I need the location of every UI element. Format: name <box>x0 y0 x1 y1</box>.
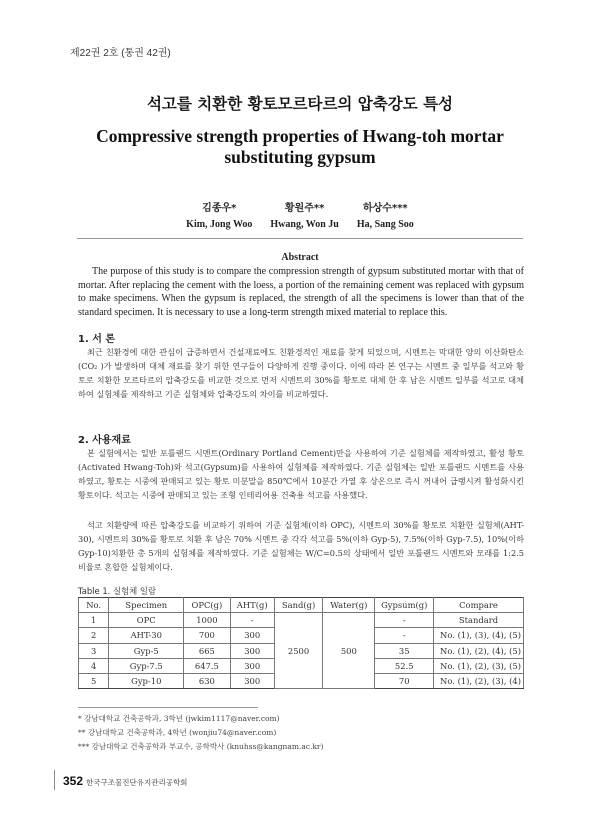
author-name-english: Hwang, Won Ju <box>270 219 339 230</box>
footnote: ** 강남대학교 건축공학과, 4학년 (wonjiu74@naver.com) <box>78 728 277 737</box>
cell-compare: No. (1), (2), (4), (5) <box>434 643 524 658</box>
header-divider <box>77 238 523 239</box>
cell-opc: 700 <box>184 628 230 643</box>
cell-opc: 1000 <box>184 613 230 628</box>
cell-opc: 647.5 <box>184 658 230 673</box>
column-header: Sand(g) <box>274 598 322 613</box>
author <box>186 199 252 230</box>
author-name-korean: 황원주** <box>284 203 325 214</box>
cell-sand: 2500 <box>274 613 322 689</box>
cell-no: 4 <box>79 658 109 673</box>
page-number-bar <box>54 770 55 790</box>
cell-aht: 300 <box>230 643 274 658</box>
author-name-korean: 김종우* <box>202 203 237 214</box>
table-header-row <box>79 598 524 613</box>
section-heading-materials: 2. 사용재료 <box>78 435 131 446</box>
cell-compare: No. (1), (3), (4), (5) <box>434 628 524 643</box>
materials-paragraph: 본 실험에서는 일반 포틀랜드 시멘트(Ordinary Portland Cement)만을 사용하여 기준 실험체를 제작하였고, 활성 황토(Activated Hwang-Toh)와 석고(Gypsum)를 사용하여 실험체를 제작하였다. 기준 실험체는 일반 포틀랜드 시멘트를 사용하였고, 황토는 시중에 판매되고 있는 황토 미분말을 850℃에서 10분간 가열 후 상온으로 즉시 꺼내어 급랭시켜 활성화시킨 황토이다. 석고는 시중에 판매되고 있는 조형 인테리어용 건축용 석고를 사용했다. <box>78 448 524 500</box>
column-header: Specimen <box>109 598 184 613</box>
column-header: OPC(g) <box>184 598 230 613</box>
cell-compare: Standard <box>434 613 524 628</box>
cell-no: 3 <box>79 643 109 658</box>
cell-compare: No. (1), (2), (3), (4) <box>434 673 524 688</box>
footnote-divider <box>78 707 258 708</box>
table-caption: Table 1. 실험체 일람 <box>78 586 157 596</box>
author <box>270 199 338 230</box>
cell-opc: 630 <box>184 673 230 688</box>
cell-opc: 665 <box>184 643 230 658</box>
cell-water: 500 <box>323 613 375 689</box>
cell-gypsum: - <box>375 613 434 628</box>
column-header: Compare <box>434 598 524 613</box>
cell-specimen: OPC <box>109 613 184 628</box>
column-header: Gypsum(g) <box>375 598 434 613</box>
footnote: * 강남대학교 건축공학과, 3학년 (jwkim1117@naver.com) <box>78 714 280 723</box>
abstract-text: The purpose of this study is to compare the compression strength of gypsum substituted mortar with that of mortar. After replacing the cement with the loess, a portion of the remaining cement was replaced with gypsum to make specimens. When the gypsum is replaced, the strength of all the specimens is lower than that of the standard specimen. It is necessary to use a long-term strength mixed material to replace this. <box>78 266 524 318</box>
author-list <box>0 199 600 230</box>
page-number: 352 <box>63 774 84 788</box>
cell-compare: No. (1), (2), (3), (5) <box>434 658 524 673</box>
cell-no: 2 <box>79 628 109 643</box>
journal-volume: 제22권 2호 (통권 42권) <box>70 48 171 59</box>
english-title: Compressive strength properties of Hwang-toh mortar substituting gypsum <box>96 126 504 167</box>
cell-aht: 300 <box>230 658 274 673</box>
section-heading-introduction: 1. 서 론 <box>78 334 116 345</box>
specimen-table <box>78 597 524 689</box>
cell-aht: 300 <box>230 628 274 643</box>
cell-no: 1 <box>79 613 109 628</box>
cell-gypsum: 35 <box>375 643 434 658</box>
korean-title: 석고를 치환한 황토모르타르의 압축강도 특성 <box>146 95 454 113</box>
table-row <box>79 613 524 628</box>
cell-gypsum: 52.5 <box>375 658 434 673</box>
cell-aht: - <box>230 613 274 628</box>
cell-specimen: AHT-30 <box>109 628 184 643</box>
cell-aht: 300 <box>230 673 274 688</box>
materials-paragraph: 석고 치환량에 따른 압축강도를 비교하기 위하여 기준 실험체(이하 OPC), 시멘트의 30%를 황토로 치환한 실험체(AHT-30), 시멘트의 30%를 황토로 치환 후 남은 70% 시멘트 중 각각 석고를 5%(이하 Gyp-5), 7.5%(이하 Gyp-7.5), 10%(이하 Gyp-10)치환한 총 5개의 실험체를 제작하였다. 기준 실험체는 W/C=0.5의 상태에서 일반 포틀랜드 시멘트와 모래를 1:2.5 비율로 혼합한 실험체이다. <box>78 520 524 572</box>
author <box>357 199 414 230</box>
introduction-paragraph: 최근 친환경에 대한 관심이 급증하면서 건설재료에도 친환경적인 재료를 찾게 되었으며, 시멘트는 막대한 양의 이산화탄소(CO₂ )가 발생하며 대체 재료를 찾기 위한 연구들이 다양하게 진행 중이다. 이에 따라 본 연구는 시멘트 중 일부를 석고와 황토로 치환한 모르타르의 압축강도를 비교한 것으로 먼저 시멘트의 30%를 황토로 대체 한 후 남은 시멘트 일부를 석고로 대체하여 실험체를 제작하고 기준 실험체와 압축강도의 차이를 비교하였다. <box>78 347 524 399</box>
cell-gypsum: 70 <box>375 673 434 688</box>
cell-specimen: Gyp-10 <box>109 673 184 688</box>
cell-gypsum: - <box>375 628 434 643</box>
author-name-english: Ha, Sang Soo <box>356 219 414 230</box>
column-header: Water(g) <box>323 598 375 613</box>
column-header: No. <box>79 598 109 613</box>
cell-specimen: Gyp-7.5 <box>109 658 184 673</box>
cell-no: 5 <box>79 673 109 688</box>
author-name-english: Kim, Jong Woo <box>186 219 253 230</box>
author-name-korean: 하상수*** <box>362 203 408 214</box>
footnote: *** 강남대학교 건축공학과 부교수, 공학박사 (knuhss@kangnam.ac.kr) <box>78 742 324 751</box>
abstract-heading: Abstract <box>281 252 319 263</box>
column-header: AHT(g) <box>230 598 274 613</box>
cell-specimen: Gyp-5 <box>109 643 184 658</box>
journal-name: 한국구조물진단유지관리공학회 <box>86 778 188 787</box>
